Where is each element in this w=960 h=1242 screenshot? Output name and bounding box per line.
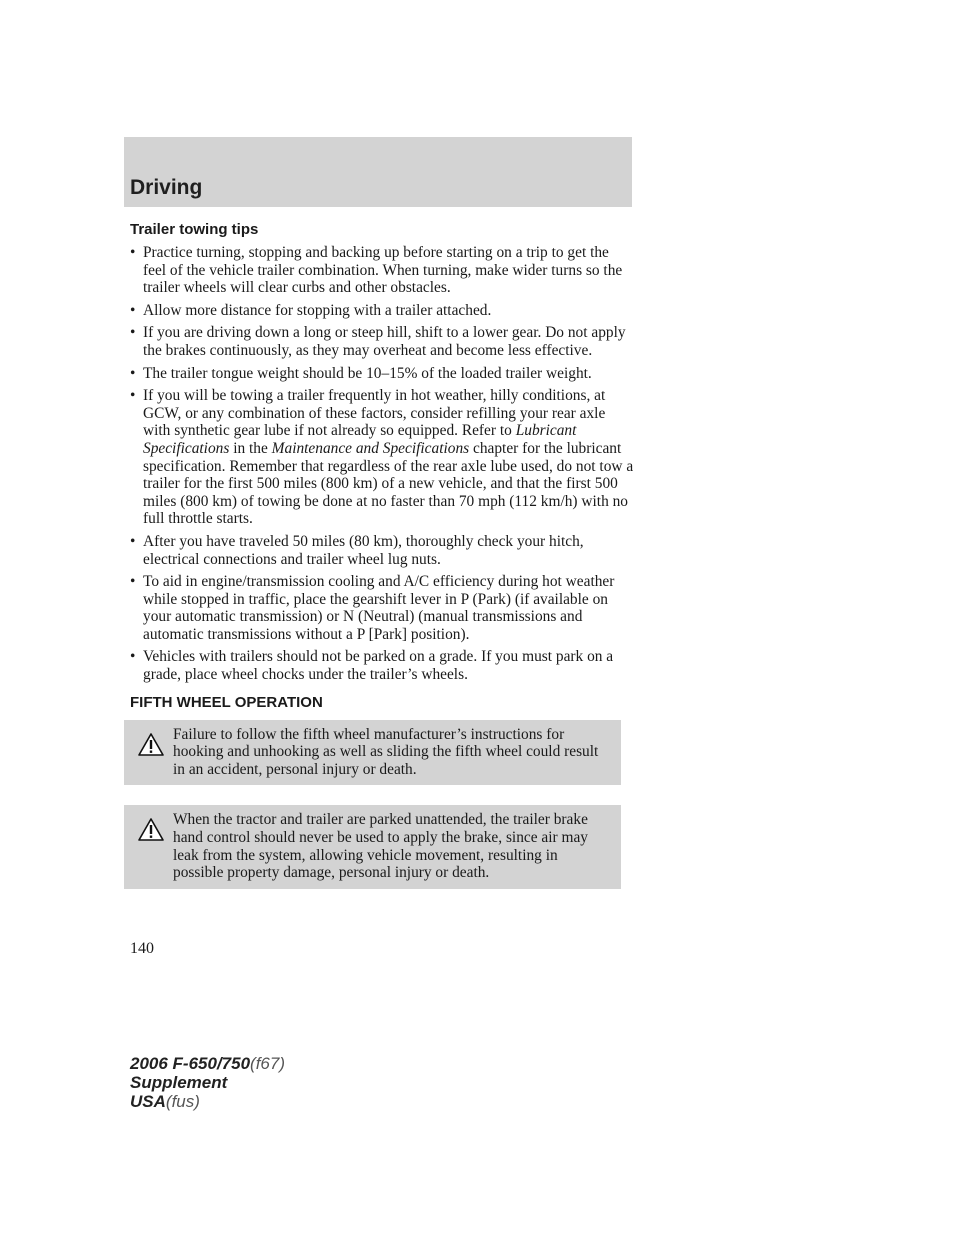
list-item <box>130 533 635 568</box>
bullet-icon: • <box>130 364 136 382</box>
tips-list <box>130 244 635 684</box>
bullet-icon: • <box>130 573 136 591</box>
tip-text-mid: in the <box>229 439 272 457</box>
warning-box <box>124 805 621 888</box>
lubricant-spec-reference: Lubricant Specifications <box>143 422 577 457</box>
tip-text: To aid in engine/transmission cooling and A/C efficiency during hot weather while stopped in traffic, place the gearshift lever in P (Park) (if available on your automatic transmission) or N (Neutral) (manual transmissions and automatic transmissions without a P [Park] position). <box>143 573 615 643</box>
tip-text: Practice turning, stopping and backing up before starting on a trip to get the feel of the vehicle trailer combination. When turning, make wider turns so the trailer wheels will clear curbs and other obstacles. <box>143 244 623 297</box>
warning-box <box>124 720 621 786</box>
bullet-icon: • <box>130 648 136 666</box>
section-title: Driving <box>130 176 203 199</box>
list-item <box>130 324 635 359</box>
tip-text: Vehicles with trailers should not be parked on a grade. If you must park on a grade, place wheel chocks under the trailer’s wheels. <box>143 648 614 684</box>
tip-text-pre: If you will be towing a trailer frequently in hot weather, hilly conditions, at GCW, or any combination of these factors, consider refilling your rear axle with synthetic gear lube if not already so equipped. Refer to <box>143 387 606 440</box>
footer <box>130 1054 285 1111</box>
warning-triangle-icon <box>137 732 165 757</box>
warning-triangle-icon <box>137 817 165 842</box>
page-number: 140 <box>130 940 154 957</box>
fifth-wheel-heading: FIFTH WHEEL OPERATION <box>130 693 323 711</box>
tip-text: Allow more distance for stopping with a trailer attached. <box>143 301 492 319</box>
list-item <box>130 365 635 383</box>
footer-market-code: (fus) <box>165 1092 200 1111</box>
list-item <box>130 302 635 320</box>
footer-model-code: (f67) <box>250 1054 286 1073</box>
bullet-icon: • <box>130 532 136 550</box>
bullet-icon: • <box>130 387 136 405</box>
maintenance-chapter-reference: Maintenance and Specifications <box>271 439 470 457</box>
tips-heading: Trailer towing tips <box>130 221 259 238</box>
list-item <box>130 573 635 643</box>
footer-market: USA <box>130 1092 166 1111</box>
tip-text: The trailer tongue weight should be 10–15% of the loaded trailer weight. <box>143 364 592 382</box>
bullet-icon: • <box>130 301 136 319</box>
bullet-icon: • <box>130 244 136 261</box>
footer-supplement: Supplement <box>130 1073 228 1092</box>
list-item <box>130 244 635 297</box>
list-item <box>130 387 635 528</box>
list-item <box>130 648 635 683</box>
page-content <box>130 220 635 889</box>
tip-text: After you have traveled 50 miles (80 km), thoroughly check your hitch, electrical connections and trailer wheel lug nuts. <box>143 532 584 568</box>
tip-text: If you are driving down a long or steep hill, shift to a lower gear. Do not apply the brakes continuously, as they may overheat and become less effective. <box>143 324 626 359</box>
footer-model: 2006 F-650/750 <box>130 1054 251 1073</box>
tip-text-post: chapter for the lubricant specification. Remember that regardless of the rear axle lube used, do not tow a trailer for the first 500 miles (800 km) of a new vehicle, and that the first 500 miles (800 km) of towing be done at no faster than 70 mph (112 km/h) with no full throttle starts. <box>143 439 634 528</box>
warning-text: Failure to follow the fifth wheel manufacturer’s instructions for hooking and unhooking as well as sliding the fifth wheel could result in an accident, personal injury or death. <box>173 725 599 778</box>
warning-text: When the tractor and trailer are parked unattended, the trailer brake hand control should never be used to apply the brake, since air may leak from the system, allowing vehicle movement, resulting in possible property damage, personal injury or death. <box>173 811 588 882</box>
bullet-icon: • <box>130 324 136 342</box>
